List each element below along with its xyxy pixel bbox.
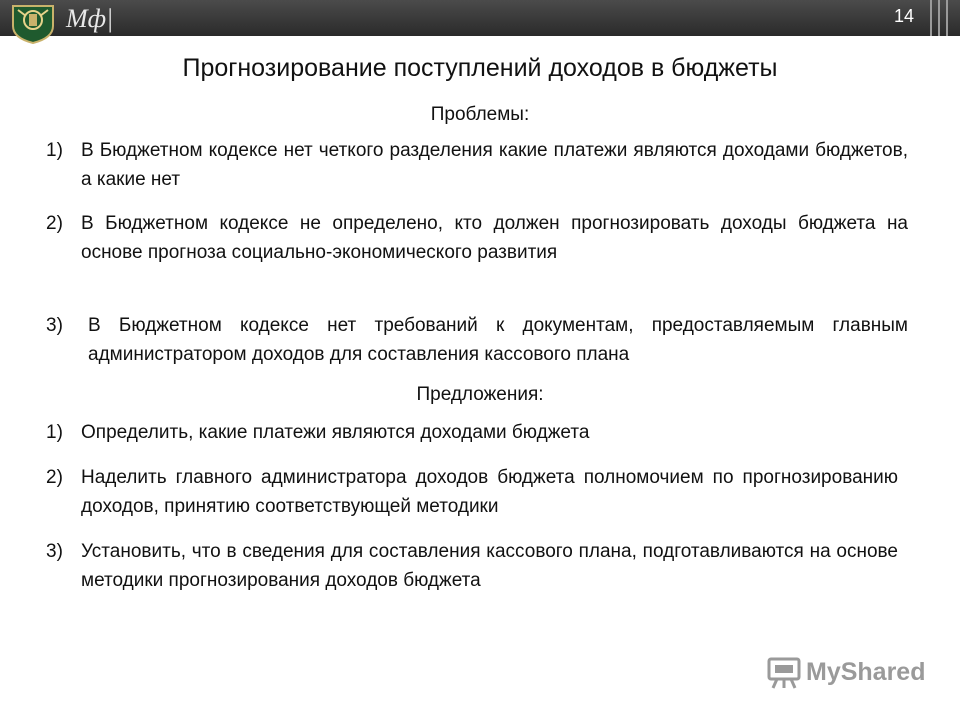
ministry-logo-text: Мф| <box>66 4 114 33</box>
problems-heading: Проблемы: <box>430 104 530 125</box>
item-number: 2) <box>46 213 63 234</box>
slide-header-bar <box>0 0 960 36</box>
emblem-logo-icon <box>8 0 58 44</box>
item-text: В Бюджетном кодексе нет четкого разделения какие платежи являются доходами бюджетов, а какие нет <box>81 140 908 190</box>
header-stripe <box>930 0 932 36</box>
slide-title: Прогнозирование поступлений доходов в бюджеты <box>182 54 778 82</box>
watermark-text: MyShared <box>806 658 926 686</box>
item-text: В Бюджетном кодексе нет требований к документам, предоставляемым главным администратором доходов для составления кассового плана <box>88 315 908 365</box>
header-stripe <box>938 0 940 36</box>
projector-icon <box>766 656 802 690</box>
item-text: Установить, что в сведения для составления кассового плана, подготавливаются на основе методики прогнозирования доходов бюджета <box>81 541 898 591</box>
item-number: 3) <box>46 315 63 336</box>
slide-number: 14 <box>893 6 914 26</box>
item-text: В Бюджетном кодексе не определено, кто должен прогнозировать доходы бюджета на основе прогноза социально-экономического развития <box>81 213 908 263</box>
item-number: 3) <box>46 541 63 562</box>
item-number: 1) <box>46 422 63 443</box>
item-number: 2) <box>46 467 63 488</box>
item-number: 1) <box>46 140 63 161</box>
item-text: Наделить главного администратора доходов бюджета полномочием по прогнозированию доходов, принятию соответствующей методики <box>81 467 898 517</box>
proposals-heading: Предложения: <box>416 384 544 405</box>
item-text: Определить, какие платежи являются доходами бюджета <box>81 422 590 443</box>
header-stripe <box>946 0 948 36</box>
myshared-watermark <box>766 656 926 692</box>
